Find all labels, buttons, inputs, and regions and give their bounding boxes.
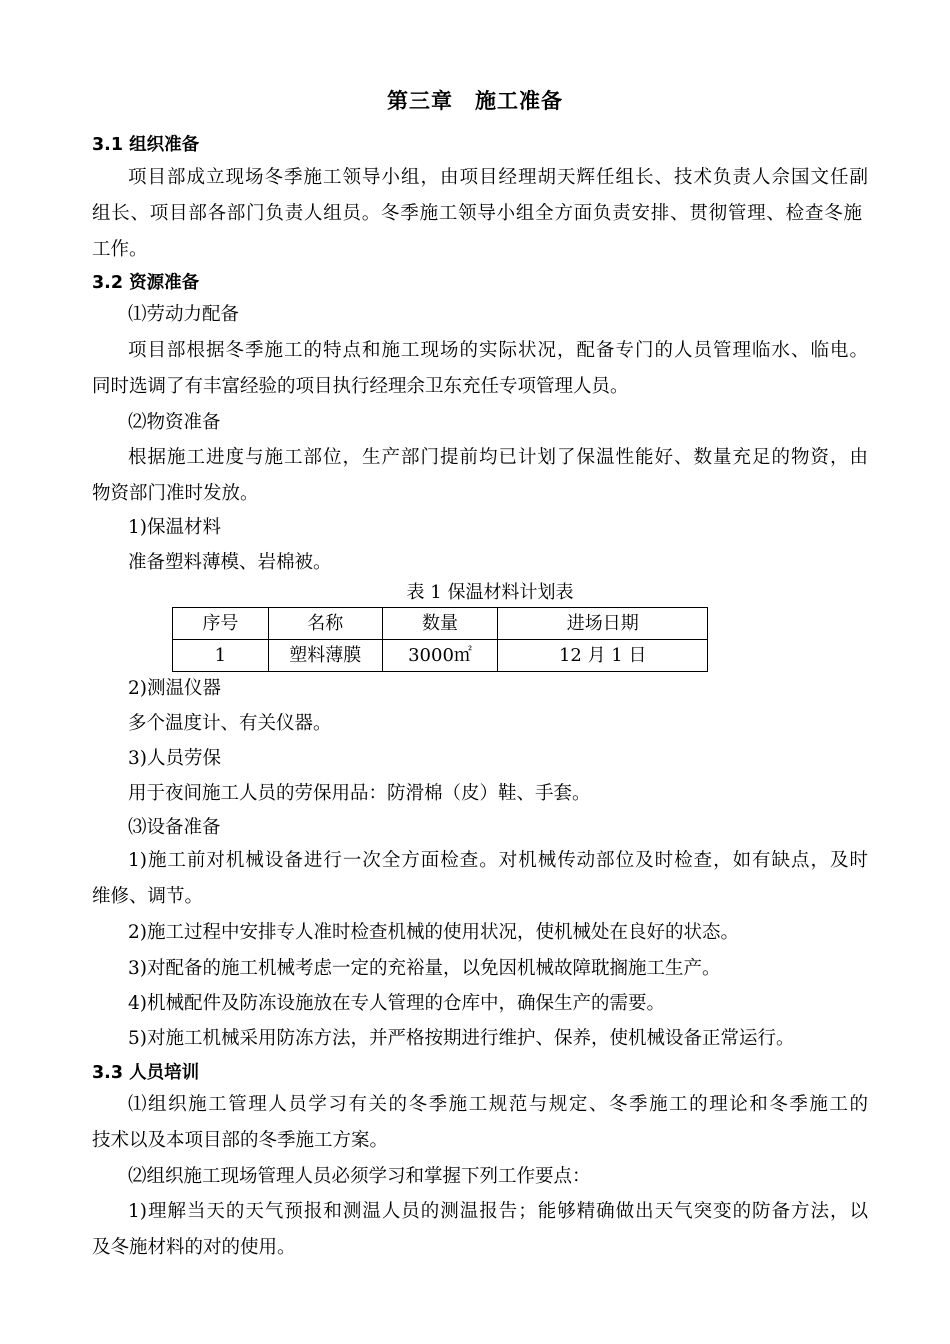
section-heading-3-3: 3.3 人员培训 bbox=[92, 1063, 200, 1083]
table-row bbox=[173, 640, 708, 672]
paragraph-line: 1)理解当天的天气预报和测温人员的测温报告；能够精确做出天气突变的防备方法，以 bbox=[128, 1201, 868, 1222]
paragraph-line: 组长、项目部各部门负责人组员。冬季施工领导小组全方面负责安排、贯彻管理、检查冬施 bbox=[92, 203, 862, 224]
paragraph-line: 2)施工过程中安排专人准时检查机械的使用状况，使机械处在良好的状态。 bbox=[128, 922, 739, 943]
table-header-cell: 进场日期 bbox=[498, 608, 708, 640]
item-label: 3)人员劳保 bbox=[128, 748, 221, 769]
section-heading-3-2: 3.2 资源准备 bbox=[92, 273, 200, 293]
paragraph-line: 3)对配备的施工机械考虑一定的充裕量，以免因机械故障耽搁施工生产。 bbox=[128, 958, 721, 979]
paragraph-line: 1)施工前对机械设备进行一次全方面检查。对机械传动部位及时检查，如有缺点，及时 bbox=[128, 850, 868, 871]
section-heading-3-1: 3.1 组织准备 bbox=[92, 135, 200, 155]
subsection-label: ⑵物资准备 bbox=[128, 412, 221, 433]
paragraph-line: 工作。 bbox=[92, 239, 148, 260]
table-caption: 表 1 保温材料计划表 bbox=[406, 582, 574, 603]
paragraph-line: 物资部门准时发放。 bbox=[92, 483, 259, 504]
insulation-material-table bbox=[172, 607, 708, 672]
table-header-cell: 数量 bbox=[382, 608, 498, 640]
paragraph-line: 5)对施工机械采用防冻方法，并严格按期进行维护、保养，使机械设备正常运行。 bbox=[128, 1028, 795, 1049]
paragraph-line: ⑵组织施工现场管理人员必须学习和掌握下列工作要点： bbox=[128, 1166, 591, 1187]
chapter-title: 第三章 施工准备 bbox=[387, 89, 563, 113]
subsection-label: ⑶设备准备 bbox=[128, 817, 221, 838]
paragraph-line: 同时选调了有丰富经验的项目执行经理余卫东充任专项管理人员。 bbox=[92, 376, 629, 397]
paragraph-line: 用于夜间施工人员的劳保用品：防滑棉（皮）鞋、手套。 bbox=[128, 783, 591, 804]
table-header-row bbox=[173, 608, 708, 640]
table-cell: 塑料薄膜 bbox=[268, 640, 382, 672]
paragraph-line: 多个温度计、有关仪器。 bbox=[128, 713, 332, 734]
table-header-cell: 名称 bbox=[268, 608, 382, 640]
subsection-label: ⑴劳动力配备 bbox=[128, 304, 240, 325]
paragraph-line: 项目部成立现场冬季施工领导小组，由项目经理胡天辉任组长、技术负责人佘国文任副 bbox=[128, 167, 868, 188]
paragraph-line: 4)机械配件及防冻设施放在专人管理的仓库中，确保生产的需要。 bbox=[128, 993, 665, 1014]
paragraph-line: 根据施工进度与施工部位，生产部门提前均已计划了保温性能好、数量充足的物资，由 bbox=[128, 447, 868, 468]
table-cell: 1 bbox=[173, 640, 269, 672]
paragraph-line: 项目部根据冬季施工的特点和施工现场的实际状况，配备专门的人员管理临水、临电。 bbox=[128, 340, 868, 361]
item-label: 1)保温材料 bbox=[128, 517, 221, 538]
paragraph-line: 技术以及本项目部的冬季施工方案。 bbox=[92, 1130, 389, 1151]
table-header-cell: 序号 bbox=[173, 608, 269, 640]
paragraph-line: ⑴组织施工管理人员学习有关的冬季施工规范与规定、冬季施工的理论和冬季施工的 bbox=[128, 1094, 868, 1115]
paragraph-line: 准备塑料薄模、岩棉被。 bbox=[128, 552, 332, 573]
item-label: 2)测温仪器 bbox=[128, 678, 221, 699]
table-cell: 12 月 1 日 bbox=[498, 640, 708, 672]
paragraph-line: 及冬施材料的对的使用。 bbox=[92, 1237, 296, 1258]
paragraph-line: 维修、调节。 bbox=[92, 886, 204, 907]
table-cell: 3000㎡ bbox=[382, 640, 498, 672]
